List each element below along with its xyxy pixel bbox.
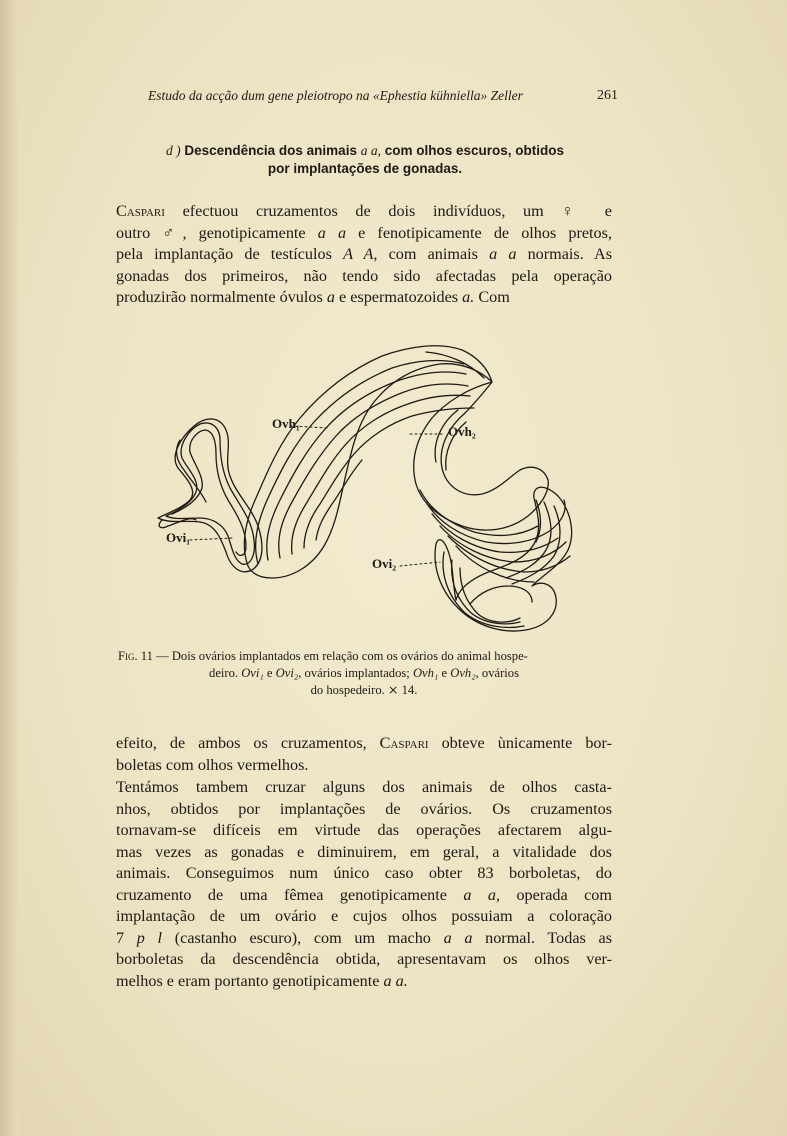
text-line	[116, 777, 612, 799]
figure-caption	[118, 648, 610, 699]
text-run: efeito, de ambos os cruzamentos,	[116, 734, 380, 752]
text-line	[116, 906, 612, 928]
ovi2-leader-line	[400, 562, 440, 566]
section-heading	[130, 142, 600, 178]
running-head	[148, 88, 618, 104]
ovi1-ovary-outline	[158, 419, 262, 572]
section-genotype: a a,	[360, 143, 381, 158]
text-line	[116, 201, 612, 223]
text-line	[116, 755, 612, 777]
text-run: 7	[116, 928, 137, 947]
text-run: tornavam-se difíceis em virtude das operações afectarem algu-	[116, 821, 612, 839]
caption-and-1: e	[263, 666, 276, 680]
text-line	[116, 799, 612, 821]
text-run: melhos e eram portanto genotipicamente	[116, 971, 384, 990]
text-line	[116, 863, 612, 885]
text-run: borboletas da descendência obtida, apresentavam os olhos ver-	[116, 950, 612, 968]
text-line	[116, 820, 612, 842]
text-run: efectuou cruzamentos de dois indivíduos, um ♀ e	[164, 202, 612, 220]
text-line	[116, 733, 612, 755]
caption-text-2c: , ovários	[475, 666, 519, 680]
caption-line-2	[118, 665, 610, 682]
text-run: cruzamento de uma fêmea genotipicamente	[116, 885, 464, 904]
section-letter: d )	[165, 143, 181, 158]
label-ovh1: Ovh₁	[272, 416, 300, 431]
text-run: gonadas dos primeiros, não tendo sido afectadas pela operação	[116, 266, 612, 285]
text-run: e fenotipicamente de olhos pretos,	[346, 223, 612, 242]
text-run: produzirão normalmente óvulos	[116, 288, 327, 306]
genotype-symbol: a a	[317, 223, 347, 242]
figure-11	[140, 330, 610, 640]
text-run: Com	[474, 288, 510, 306]
caption-line-3: do hospedeiro. ⨯ 14.	[310, 683, 418, 697]
section-heading-line-2: por implantações de gonadas.	[267, 161, 463, 176]
ovi2-ovary-outline	[435, 487, 572, 631]
text-line	[116, 971, 612, 993]
page-number: 261	[597, 88, 618, 103]
label-ovi1: Ovi₁	[166, 530, 191, 545]
caption-ovh1: Ovh₁	[412, 666, 439, 680]
text-line	[116, 287, 612, 309]
text-run: obteve ùnicamente bor-	[428, 734, 612, 752]
text-line	[116, 949, 612, 971]
caption-text-1: — Dois ovários implantados em relação com os ovários do animal hospe-	[152, 649, 528, 663]
section-heading-line-1	[130, 142, 600, 160]
caption-ovh2: Ovh₂	[450, 666, 476, 680]
text-line	[116, 842, 612, 864]
text-run: boletas com olhos vermelhos.	[116, 755, 309, 774]
genotype-symbol: a	[326, 288, 335, 306]
text-run: nhos, obtidos por implantações de ovários. Os cruzamentos	[116, 799, 612, 818]
text-run: pela implantação de testículos	[116, 245, 344, 263]
caption-line-1	[118, 648, 610, 665]
genotype-symbol: a.	[462, 288, 475, 306]
text-run: operada com	[500, 885, 612, 904]
genotype-symbol: a a	[489, 245, 517, 263]
text-line	[116, 266, 612, 288]
paragraph-3	[116, 777, 612, 992]
text-run: normal. Todas as	[472, 928, 612, 947]
running-head-title: Estudo da acção dum gene pleiotropo na «Ephestia kühniella» Zeller	[148, 88, 523, 103]
genotype-symbol: a a	[443, 928, 473, 947]
text-run: e espermatozoides	[334, 288, 463, 306]
label-ovh2: Ovh₂	[448, 424, 476, 439]
caption-ovi2: Ovi₂	[275, 666, 299, 680]
author-name: Caspari	[379, 734, 429, 752]
text-run: Tentámos tambem cruzar alguns dos animais de olhos casta-	[116, 778, 612, 796]
page-spine-shadow	[0, 0, 18, 1136]
text-run: implantação de um ovário e cujos olhos possuiam a coloração	[116, 907, 612, 925]
text-run: com animais	[377, 245, 490, 263]
label-ovi2: Ovi₂	[372, 556, 397, 571]
ovi1-leader-line	[190, 538, 232, 540]
paragraph-1	[116, 201, 612, 309]
text-run: mas vezes as gonadas e diminuirem, em geral, a vitalidade dos	[116, 842, 612, 861]
text-line	[116, 223, 612, 245]
genotype-symbol: a a,	[463, 885, 501, 904]
ovh2-ovary-outline	[414, 382, 570, 582]
text-line	[116, 928, 612, 950]
ovary-drawing	[140, 330, 610, 640]
text-run: normais. As	[516, 245, 612, 263]
paragraph-2	[116, 733, 612, 776]
genotype-symbol: a a.	[383, 971, 408, 990]
author-name: Caspari	[116, 202, 165, 220]
text-line	[116, 885, 612, 907]
text-run: (castanho escuro), com um macho	[162, 928, 444, 947]
caption-text-2a: deiro.	[209, 666, 242, 680]
genotype-symbol: p l	[136, 928, 163, 947]
genotype-symbol: A A,	[343, 245, 378, 263]
text-run: outro ♂, genotipicamente	[116, 223, 318, 242]
caption-and-2: e	[438, 666, 451, 680]
text-line	[116, 244, 612, 266]
caption-ovi1: Ovi₁	[241, 666, 264, 680]
section-heading-text: Descendência dos animais	[184, 143, 357, 158]
caption-text-2b: , ovários implantados;	[298, 666, 413, 680]
text-run: animais. Conseguimos num único caso obter 83 borboletas, do	[116, 864, 612, 882]
caption-figure-number: Fig. 11	[118, 649, 153, 663]
section-heading-text-rest: com olhos escuros, obtidos	[384, 143, 565, 158]
